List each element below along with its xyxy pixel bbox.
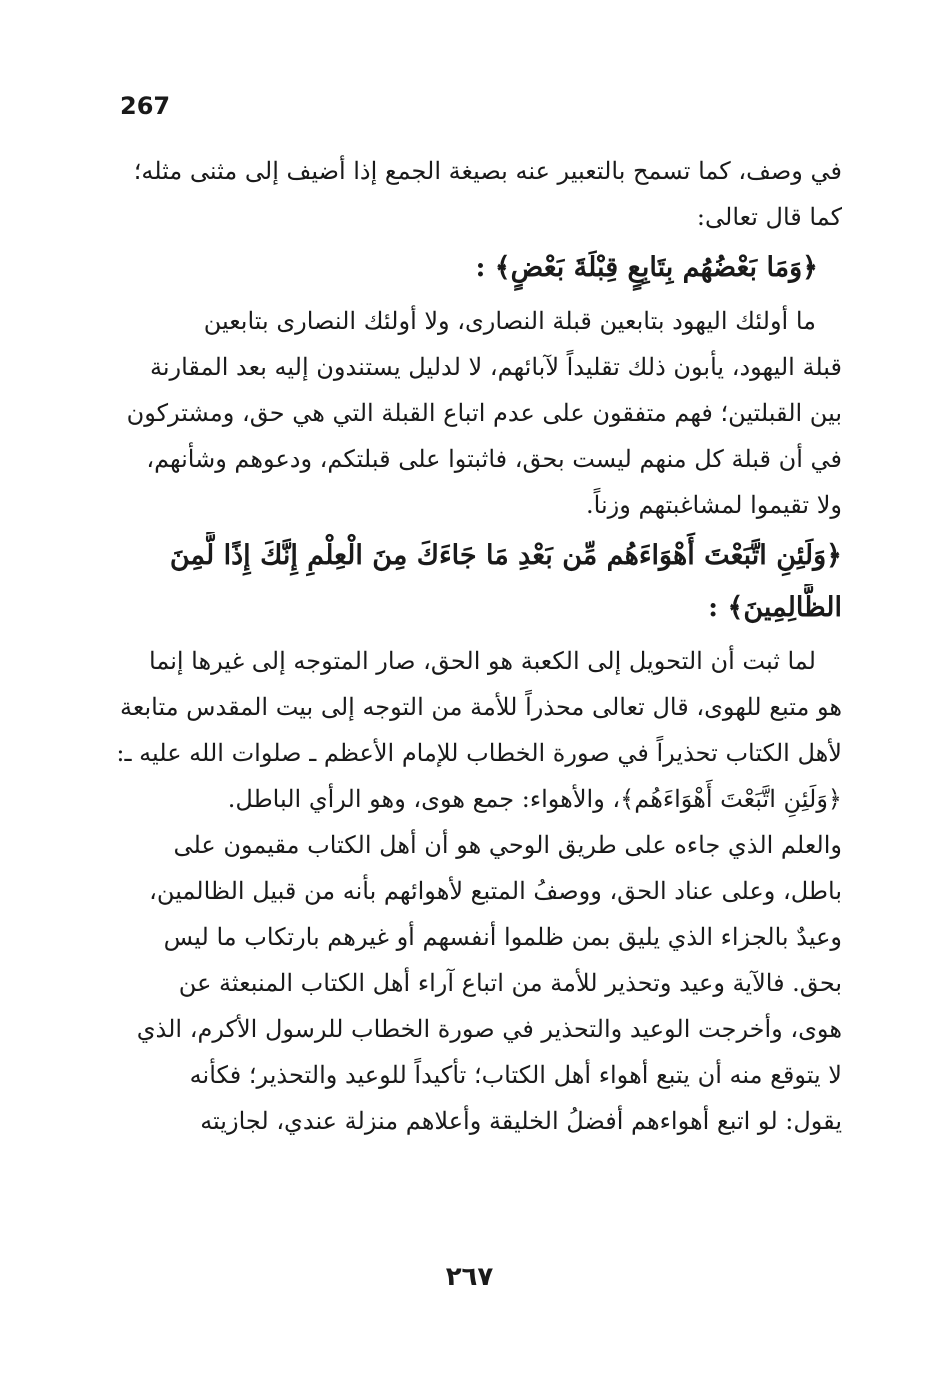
- quran-verse-2-line-1: ﴿وَلَئِنِ اتَّبَعْتَ أَهْوَاءَهُم مِّن بَعْدِ مَا جَاءَكَ مِنَ الْعِلْمِ إِنَّكَ إِذًا لَّمِنَ: [169, 540, 842, 571]
- opening-line-1: في وصف، كما تسمح بالتعبير عنه بصيغة الجمع إذا أضيف إلى مثنى مثله؛: [133, 157, 842, 185]
- page-number-top: 267: [120, 92, 171, 120]
- quran-verse-2: [110, 532, 842, 636]
- quran-verse-2-line-2: الظَّالِمِينَ﴾ :: [708, 592, 842, 623]
- paragraph-2-line: لما ثبت أن التحويل إلى الكعبة هو الحق، صار المتوجه إلى غيرها إنما: [149, 647, 816, 675]
- paragraph-2-line: باطل، وعلى عناد الحق، ووصفُ المتبع لأهوائهم بأنه من قبيل الظالمين،: [149, 877, 842, 905]
- opening-line-2: كما قال تعالى:: [696, 203, 842, 231]
- paragraph-1: [110, 300, 842, 530]
- paragraph-2-line: هو متبع للهوى، قال تعالى محذراً للأمة من التوجه إلى بيت المقدس متابعة: [120, 693, 842, 721]
- paragraph-2: [110, 640, 842, 1146]
- paragraph-1-line: قبلة اليهود، يأبون ذلك تقليداً لآبائهم، لا لدليل يستندون إليه بعد المقارنة: [149, 353, 842, 381]
- paragraph-2-line: بحق. فالآية وعيد وتحذير للأمة من اتباع آراء أهل الكتاب المنبعثة عن: [178, 969, 842, 997]
- paragraph-2-line: يقول: لو اتبع أهواءهم أفضلُ الخليقة وأعلاهم منزلة عندي، لجازيته: [200, 1107, 842, 1135]
- paragraph-2-line: لأهل الكتاب تحذيراً في صورة الخطاب للإمام الأعظم ـ صلوات الله عليه ـ:: [116, 739, 842, 767]
- page-body: [110, 150, 842, 1146]
- paragraph-1-line: بين القبلتين؛ فهم متفقون على عدم اتباع القبلة التي هي حق، ومشتركون: [126, 399, 842, 427]
- paragraph-2-line: والعلم الذي جاءه على طريق الوحي هو أن أهل الكتاب مقيمون على: [173, 831, 842, 859]
- paragraph-2-line: لا يتوقع منه أن يتبع أهواء أهل الكتاب؛ تأكيداً للوعيد والتحذير؛ فكأنه: [189, 1061, 842, 1089]
- paragraph-2-line: هوى، وأخرجت الوعيد والتحذير في صورة الخطاب للرسول الأكرم، الذي: [136, 1015, 842, 1043]
- paragraph-2-line: وعيدٌ بالجزاء الذي يليق بمن ظلموا أنفسهم أو غيرهم بارتكاب ما ليس: [163, 923, 842, 951]
- paragraph-1-line: ما أولئك اليهود بتابعين قبلة النصارى، ولا أولئك النصارى بتابعين: [203, 307, 816, 335]
- quran-verse-1: [110, 244, 842, 296]
- paragraph-1-line: في أن قبلة كل منهم ليست بحق، فاثبتوا على قبلتكم، ودعوهم وشأنهم،: [146, 445, 842, 473]
- quran-verse-1-text: ﴿وَمَا بَعْضُهُم بِتَابِعٍ قِبْلَةَ بَعْضٍ﴾ :: [475, 252, 818, 283]
- paragraph-2-line: ﴿وَلَئِنِ اتَّبَعْتَ أَهْوَاءَهُم﴾، والأهواء: جمع هوى، وهو الرأي الباطل.: [227, 785, 842, 813]
- page-number-bottom: ٢٦٧: [445, 1262, 494, 1292]
- paragraph-1-line: ولا تقيموا لمشاغبتهم وزناً.: [586, 491, 842, 519]
